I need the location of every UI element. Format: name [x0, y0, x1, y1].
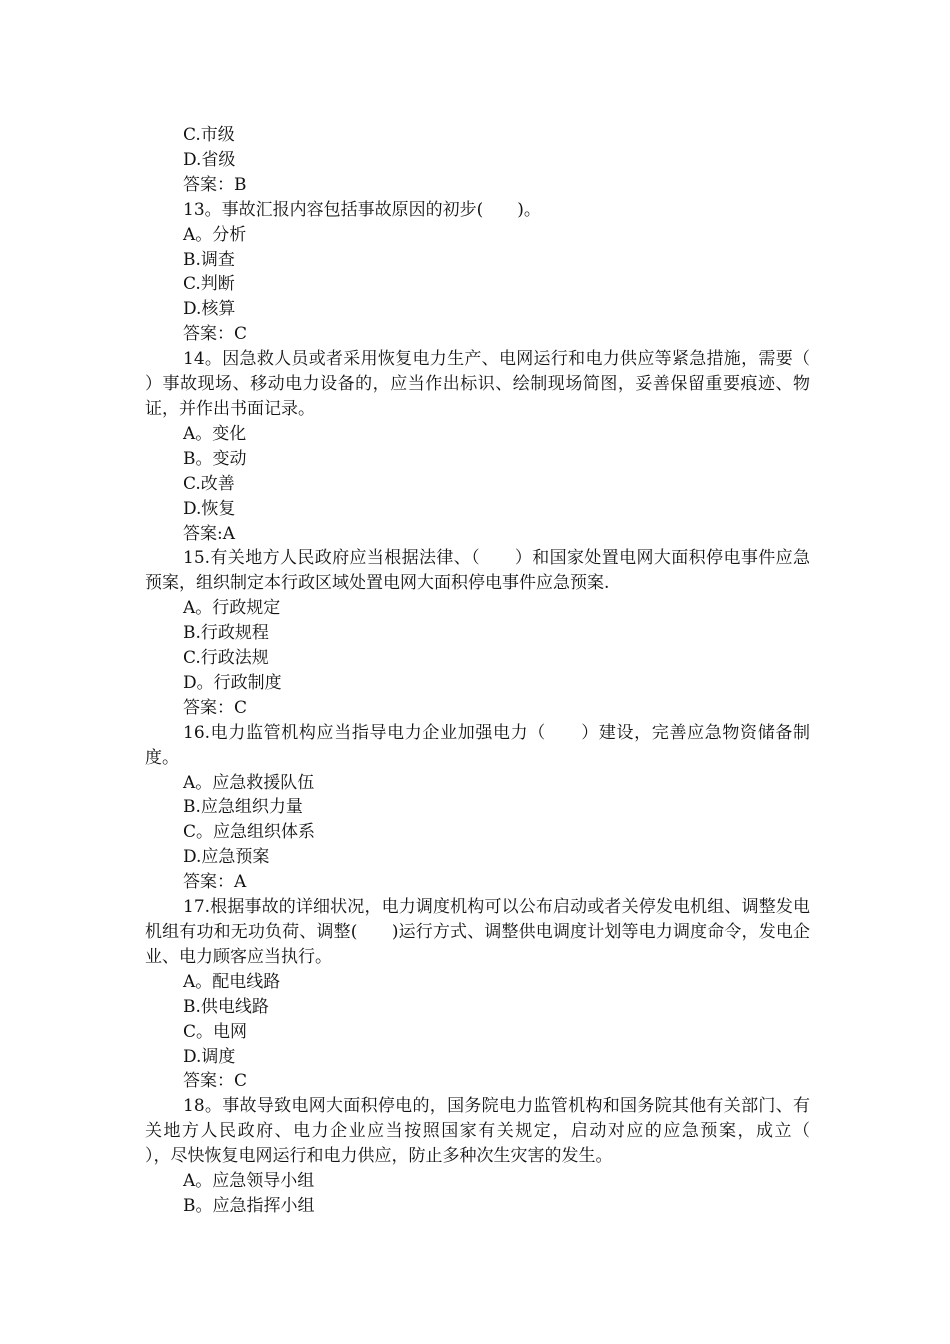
option-line: C.判断: [183, 274, 235, 295]
option-line: D。行政制度: [183, 672, 282, 693]
answer-line: 答案：C: [183, 697, 248, 718]
answer-line: 答案：A: [183, 872, 247, 893]
question-text: 17.根据事故的详细状况，电力调度机构可以公布启动或者关停发电机组、调整发电机组有功和无功负荷、调整( )运行方式、调整供电调度计划等电力调度命令，发电企业、电力顾客应当执行。: [145, 897, 810, 967]
option-line: D.核算: [183, 299, 236, 320]
option-line: A。变化: [183, 423, 247, 444]
option-line: A。行政规定: [183, 598, 281, 619]
question-text: 14。因急救人员或者采用恢复电力生产、电网运行和电力供应等紧急措施，需要（ ）事故现场、移动电力设备的，应当作出标识、绘制现场简图，妥善保留重要痕迹、物证，并作出书面记录。: [145, 349, 844, 419]
option-line: C。应急组织体系: [183, 822, 316, 843]
question-text: 16.电力监管机构应当指导电力企业加强电力（ ）建设，完善应急物资储备制度。: [145, 722, 810, 768]
option-line: C.行政法规: [183, 648, 269, 669]
option-line: C。电网: [183, 1021, 248, 1042]
answer-line: 答案：C: [183, 324, 248, 345]
option-line: A。应急领导小组: [183, 1171, 315, 1192]
answer-line: 答案：C: [183, 1071, 248, 1092]
option-line: C.改善: [183, 473, 235, 494]
option-line: A。应急救援队伍: [183, 772, 315, 793]
answer-line: 答案:A: [183, 523, 236, 544]
option-line: A。配电线路: [183, 971, 281, 992]
question-text: 15.有关地方人民政府应当根据法律、（ ）和国家处置电网大面积停电事件应急预案，组织制定本行政区域处置电网大面积停电事件应急预案.: [145, 548, 810, 594]
question-text: 13。事故汇报内容包括事故原因的初步( )。: [183, 199, 541, 220]
option-line: A。分析: [183, 224, 247, 245]
option-line: D.调度: [183, 1046, 236, 1067]
option-line: B.应急组织力量: [183, 797, 303, 818]
option-line: B.供电线路: [183, 996, 269, 1017]
option-line: D.应急预案: [183, 847, 270, 868]
question-text: 18。事故导致电网大面积停电的，国务院电力监管机构和国务院其他有关部门、有关地方人民政府、电力企业应当按照国家有关规定，启动对应的应急预案，成立（ ），尽快恢复电网运行和电力供应，防止多种次生灾害的发生。: [145, 1096, 844, 1167]
option-line: D.恢复: [183, 498, 236, 519]
option-line: B。应急指挥小组: [183, 1195, 315, 1216]
document-page: [145, 123, 844, 1219]
option-line: D.省级: [183, 149, 236, 170]
option-line: B.行政规程: [183, 623, 269, 644]
option-line: B。变动: [183, 448, 247, 469]
answer-line: 答案：B: [183, 174, 247, 195]
option-line: B.调查: [183, 249, 235, 270]
option-line: C.市级: [183, 125, 235, 145]
